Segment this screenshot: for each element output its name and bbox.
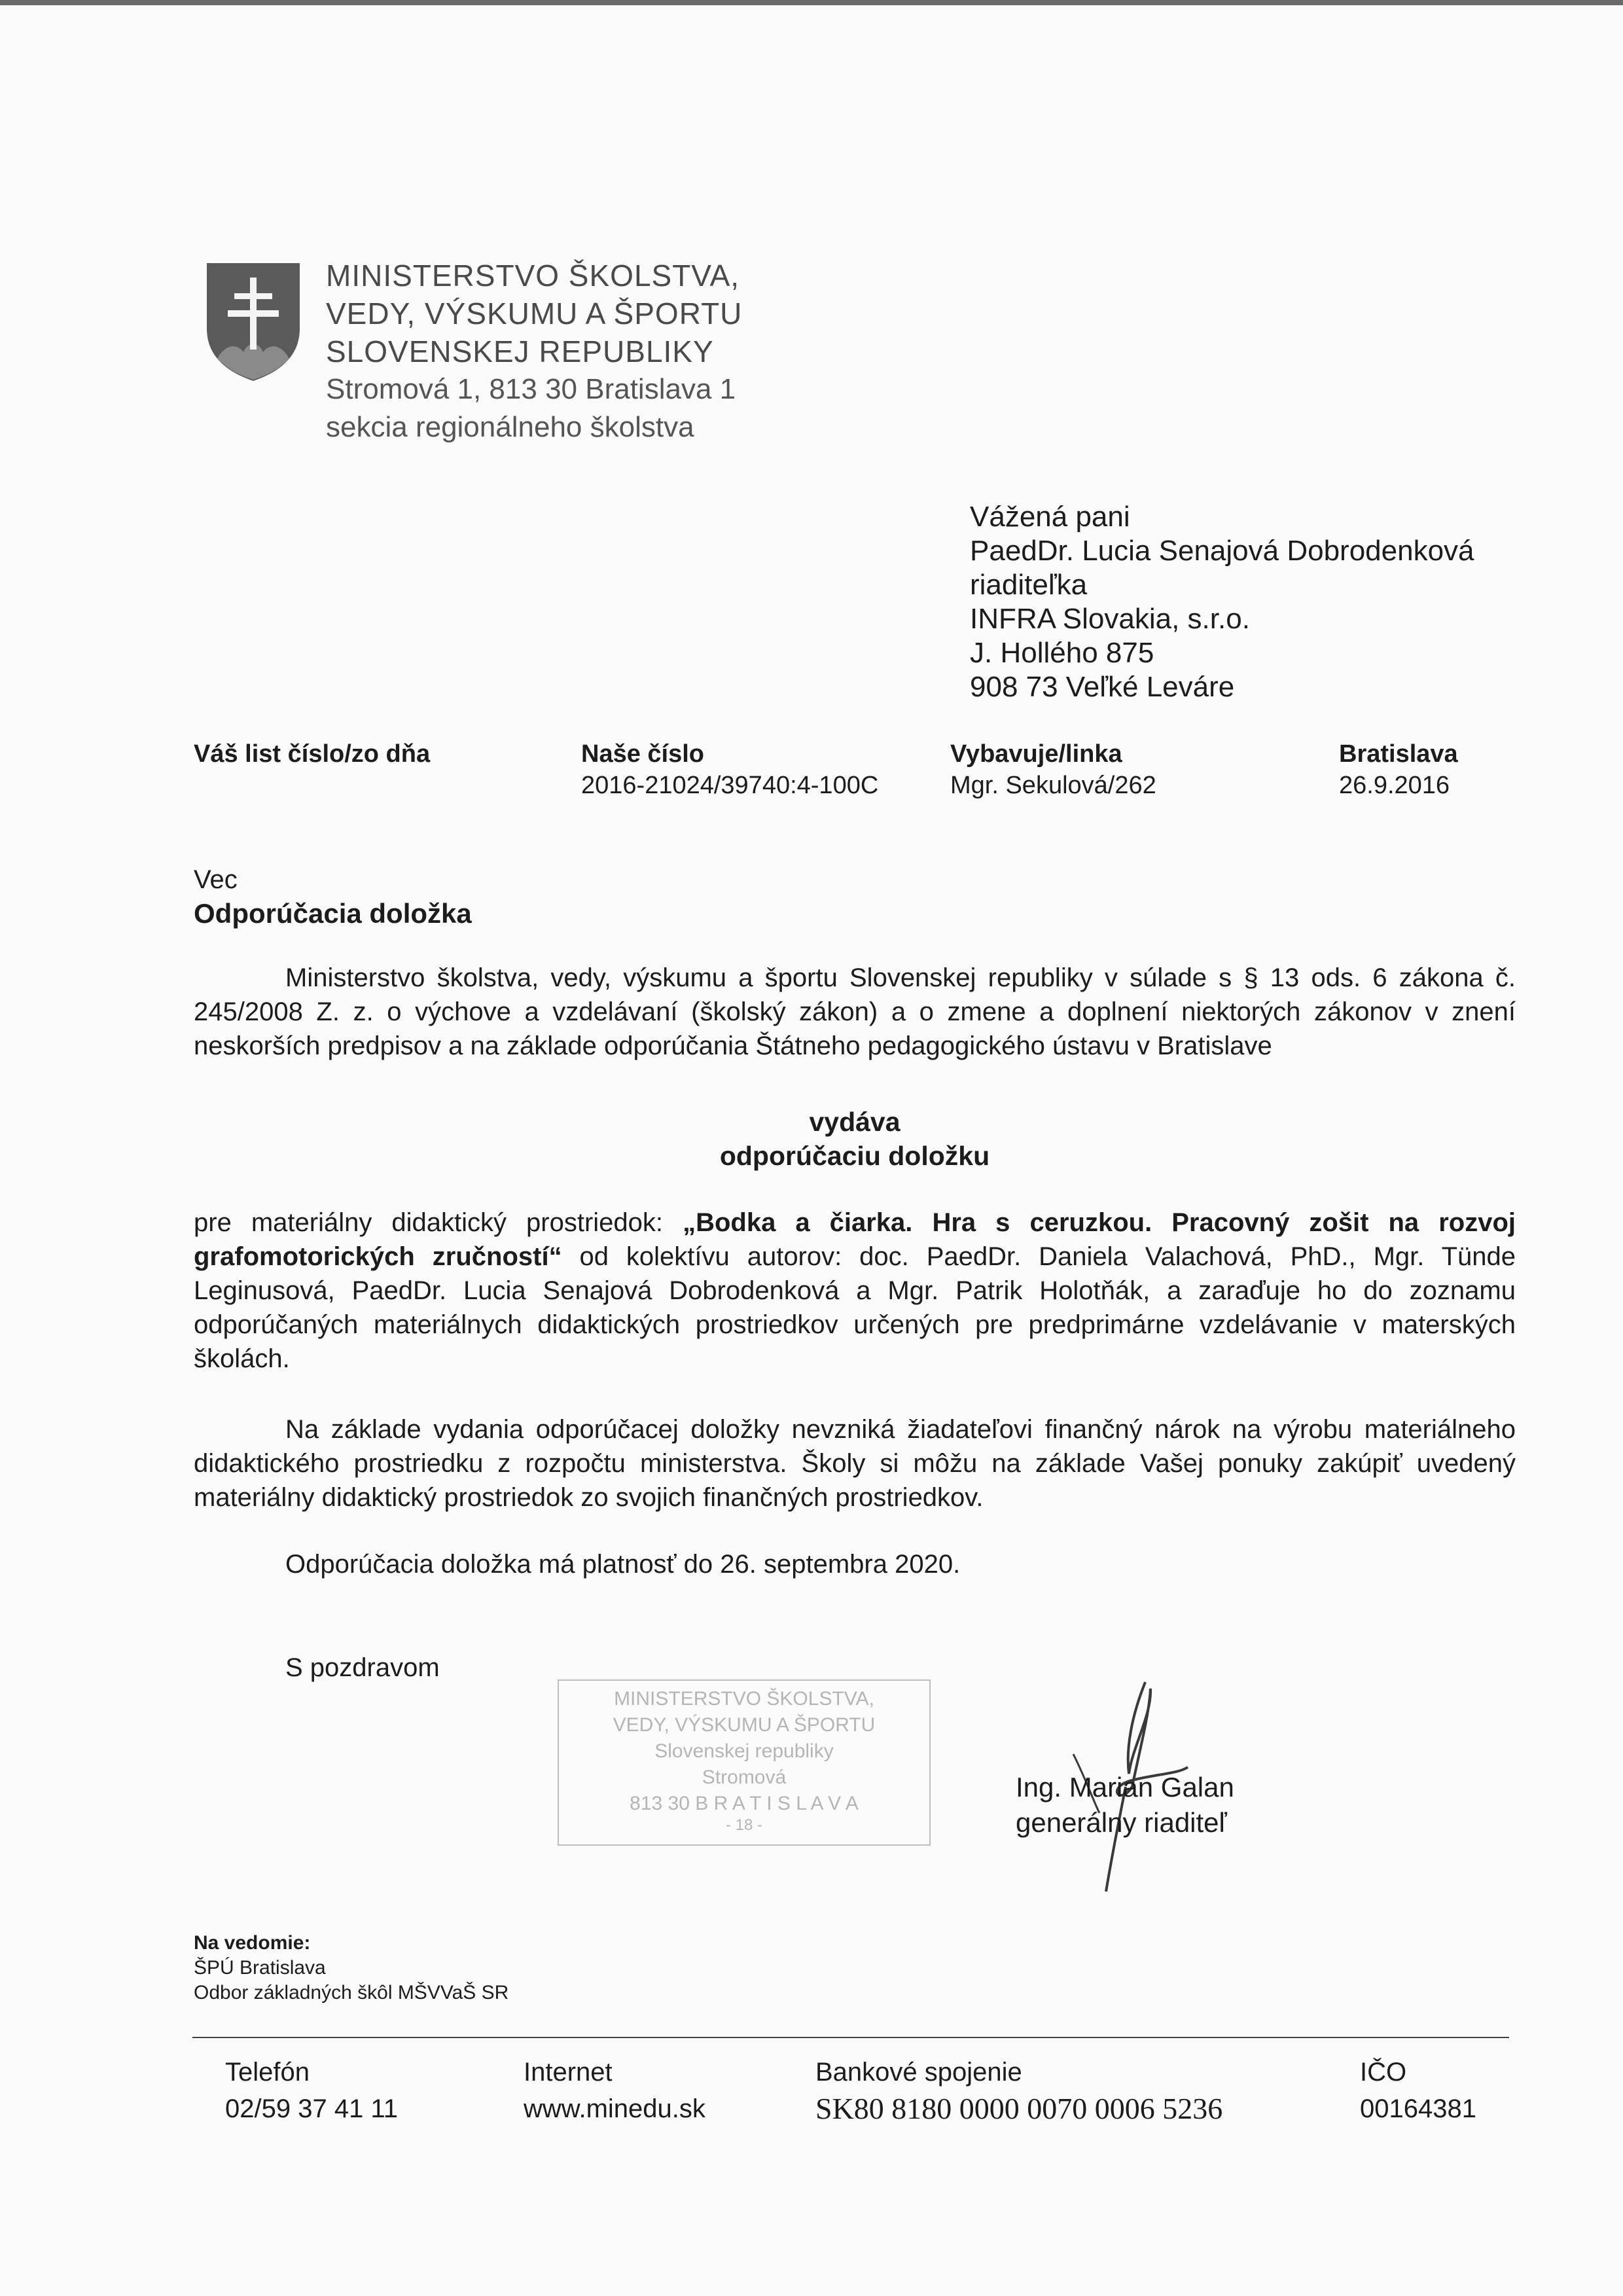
bank-value: SK80 8180 0000 0070 0006 5236 [815,2092,1223,2125]
paragraph-2-intro: pre materiálny didaktický prostriedok: [194,1208,683,1237]
ico-value: 00164381 [1360,2094,1476,2123]
date-value: 26.9.2016 [1339,772,1450,799]
stamp-line-6: - 18 - [725,1816,762,1834]
ministry-name-line-3: SLOVENSKEJ REPUBLIKY [326,334,714,368]
footer-bank [815,2054,1222,2127]
footer-divider [192,2037,1509,2038]
salutation: Vážená pani [970,501,1130,533]
coat-of-arms-icon [204,260,302,382]
cc-label: Na vedomie: [194,1932,311,1954]
issues-object: odporúčaciu doložku [719,1141,990,1171]
our-reference [581,738,878,801]
place-label: Bratislava [1339,740,1458,768]
recipient-role: riaditeľka [970,569,1088,601]
recipient-street: J. Hollého 875 [970,637,1154,669]
handler-value: Mgr. Sekulová/262 [950,772,1156,799]
footer-phone [225,2054,398,2127]
footer-internet [524,2054,705,2127]
phone-value: 02/59 37 41 11 [225,2094,398,2123]
scan-top-edge [0,0,1623,5]
subject-title: Odporúčacia doložka [194,898,472,929]
your-reference-label: Váš list číslo/zo dňa [194,740,431,768]
cc-item-2: Odbor základných škôl MŠVVaŠ SR [194,1982,509,2003]
issues-verb: vydáva [809,1107,901,1137]
paragraph-1: Ministerstvo školstva, vedy, výskumu a športu Slovenskej republiky v súlade s § 13 ods. 6 zákona č. 245/2008 Z. z. o výchove a vzdelávaní (školský zákon) a o zmene a doplnení niektorých zákonov v znení neskorších predpisov a na základe odporúčania Štátneho pedagogického ústavu v Bratislave [194,963,1516,1060]
bank-label: Bankové spojenie [815,2058,1022,2087]
carbon-copy [194,1931,508,2005]
recipient-company: INFRA Slovakia, s.r.o. [970,603,1250,635]
recipient-name: PaedDr. Lucia Senajová Dobrodenková [970,535,1474,567]
your-reference [194,738,430,770]
stamp-line-3: Slovenskej republiky [654,1740,834,1762]
cc-item-1: ŠPÚ Bratislava [194,1957,326,1979]
ico-label: IČO [1360,2058,1407,2087]
official-stamp [558,1679,931,1846]
closing: S pozdravom [285,1653,440,1682]
recipient-city: 908 73 Veľké Leváre [970,671,1235,703]
material-title: „Bodka a čiarka. Hra s ceruzkou. Pracovný zošit na rozvoj grafomotorických zručností“ [194,1208,1516,1271]
validity-note: Odporúčacia doložka má platnosť do 26. septembra 2020. [285,1550,961,1579]
phone-label: Telefón [225,2058,310,2087]
paragraph-3: Na základe vydania odporúčacej doložky nevzniká žiadateľovi finančný nárok na výrobu materiálneho didaktického prostriedku z rozpočtu ministerstva. Školy si môžu na základe Vašej ponuky zakúpiť uvedený materiálny didaktický prostriedok zo svojich finančných prostriedkov. [194,1415,1516,1512]
stamp-line-2: VEDY, VÝSKUMU A ŠPORTU [613,1714,876,1736]
our-reference-label: Naše číslo [581,740,704,768]
subject-label: Vec [194,865,238,894]
signatory-title: generálny riaditeľ [1016,1807,1227,1838]
paragraph-2 [194,1206,1516,1376]
stamp-line-5: 813 30 B R A T I S L A V A [630,1793,859,1814]
stamp-line-1: MINISTERSTVO ŠKOLSTVA, [614,1688,874,1710]
signatory-name: Ing. Marian Galan [1016,1772,1234,1803]
internet-label: Internet [524,2058,613,2087]
handler-label: Vybavuje/linka [950,740,1122,768]
internet-value: www.minedu.sk [524,2094,705,2123]
ministry-letterhead [326,257,742,446]
signatory [1016,1770,1234,1840]
ministry-address: Stromová 1, 813 30 Bratislava 1 [326,373,736,405]
place-date [1339,738,1458,801]
subject [194,863,472,931]
ministry-section: sekcia regionálneho školstva [326,411,694,443]
our-reference-value: 2016-21024/39740:4-100C [581,772,879,799]
handler-reference [950,738,1156,801]
ministry-name-line-1: MINISTERSTVO ŠKOLSTVA, [326,259,740,293]
ministry-name-line-2: VEDY, VÝSKUMU A ŠPORTU [326,296,743,331]
footer-ico [1360,2054,1476,2127]
recipient-address [970,500,1474,704]
paragraph-2-rest: od kolektívu autorov: doc. PaedDr. Daniela Valachová, PhD., Mgr. Tünde Leginusová, PaedDr. Lucia Senajová Dobrodenková a Mgr. Patrik Holotňák, a zaraďuje ho do zoznamu odporúčaných materiálnych didaktických prostriedkov určených pre predprimárne vzdelávanie v materských školách. [194,1242,1516,1373]
stamp-line-4: Stromová [702,1767,787,1788]
